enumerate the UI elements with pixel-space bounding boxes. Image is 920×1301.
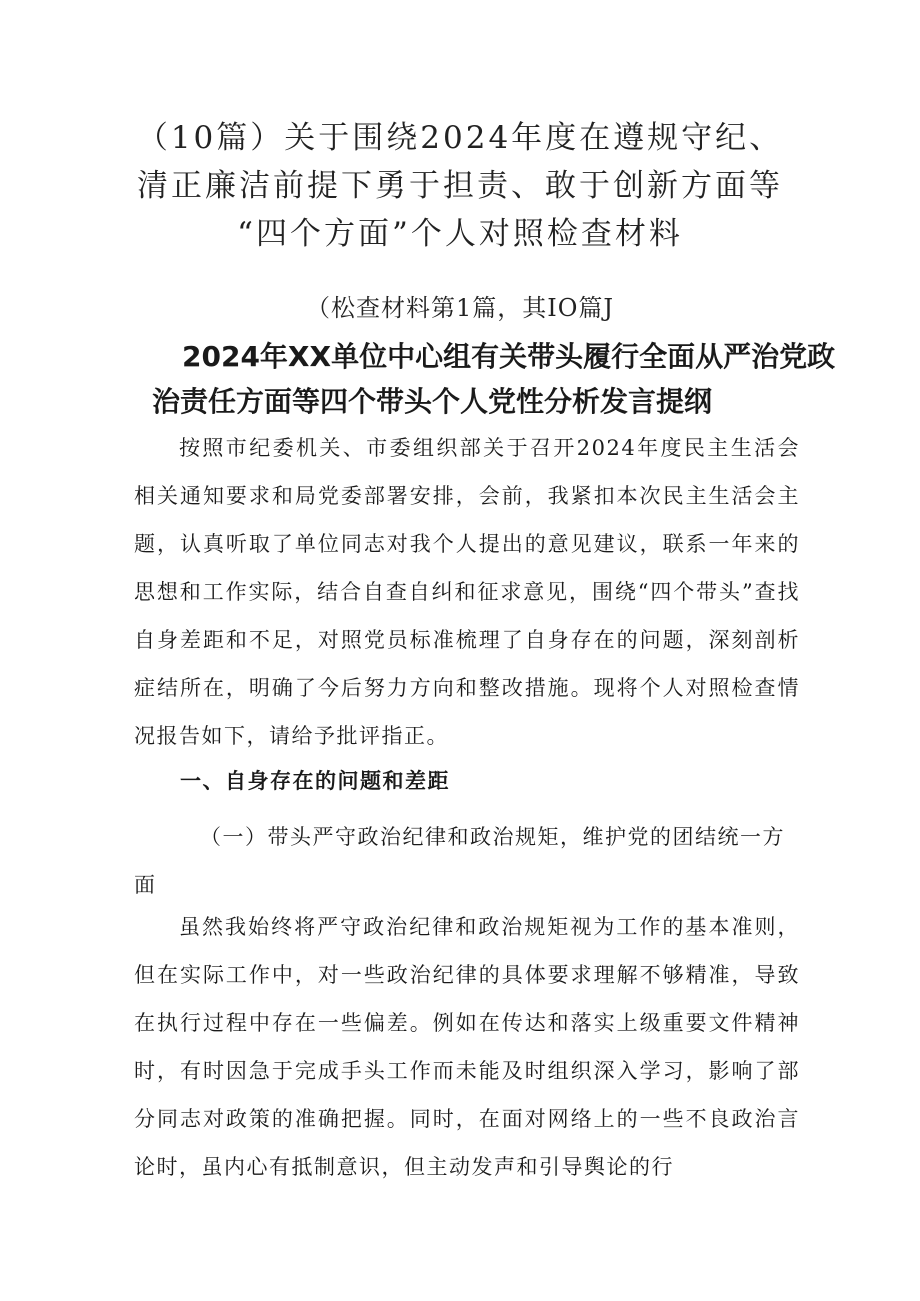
article-heading-line-2: 治责任方面等四个带头个人党性分析发言提纲 xyxy=(152,385,713,418)
section-heading: 一、自身存在的问题和差距 xyxy=(180,768,450,793)
document-title-line-2: 清正廉洁前提下勇于担责、敢于创新方面等 xyxy=(137,168,783,204)
document-title-line-1: （10篇）关于围绕2024年度在遵规守纪、 xyxy=(136,120,784,156)
article-heading-line-1: 2024年XX单位中心组有关带头履行全面从严治党政 xyxy=(182,340,836,373)
intro-paragraph: 按照市纪委机关、市委组织部关于召开2024年度民主生活会相关通知要求和局党委部署安排，会前，我紧扣本次民主生活会主题，认真听取了单位同志对我个人提出的意见建议，联系一年来的思想和工作实际，结合自查自纠和征求意见，围绕“四个带头”查找自身差距和不足，对照党员标准梳理了自身存在的问题，深刻剖析症结所在，明确了今后努力方向和整改措施。现将个人对照检查情况报告如下，请给予批评指正。 xyxy=(134,436,800,748)
document-title-line-3: “四个方面”个人对照检查材料 xyxy=(237,216,683,252)
sub-section-heading: （一）带头严守政治纪律和政治规矩，维护党的团结统一方面 xyxy=(134,825,785,897)
body-paragraph: 虽然我始终将严守政治纪律和政治规矩视为工作的基本准则，但在实际工作中，对一些政治纪律的具体要求理解不够精准，导致在执行过程中存在一些偏差。例如在传达和落实上级重要文件精神时，有时因急于完成手头工作而未能及时组织深入学习，影响了部分同志对政策的准确把握。同时，在面对网络上的一些不良政治言论时，虽内心有抵制意识，但主动发声和引导舆论的行 xyxy=(134,915,800,1179)
document-subtitle: （松查材料第1篇，其IO篇J xyxy=(305,294,615,322)
